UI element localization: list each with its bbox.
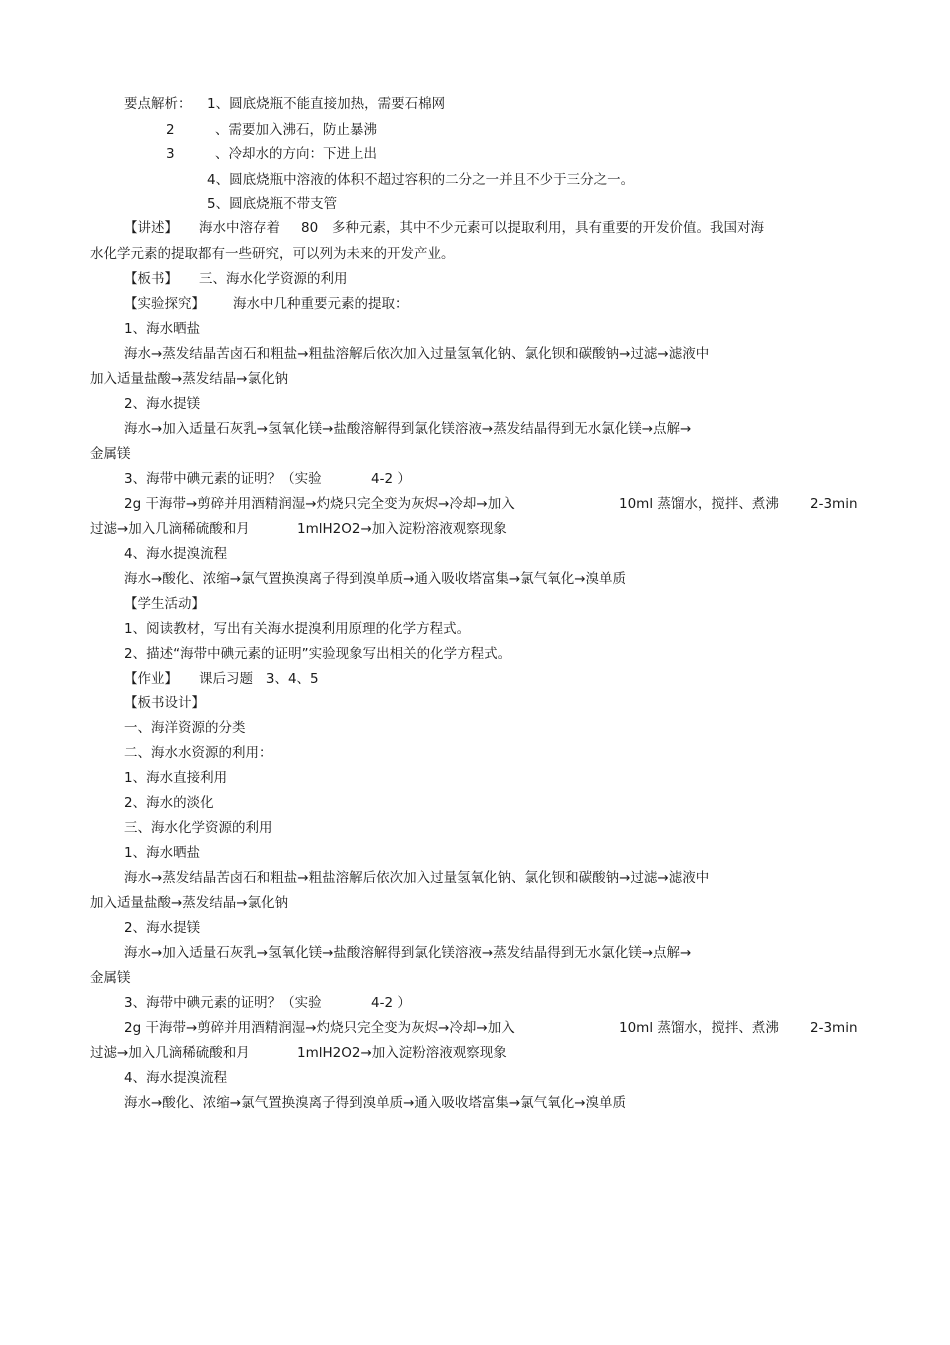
point-5: 5、圆底烧瓶不带支管 <box>207 196 338 212</box>
section-3-line-1c: 2-3min <box>810 496 858 512</box>
points-label: 要点解析： <box>124 96 192 112</box>
section-1-line-1: 海水→蒸发结晶苦卤石和粗盐→粗盐溶解后依次加入过量氢氧化钠、氯化钡和碳酸钠→过滤→滤液中 <box>124 346 710 362</box>
point-2-text: 、需要加入沸石，防止暴沸 <box>215 122 377 138</box>
repeat-section-1-title: 1、海水晒盐 <box>124 845 201 861</box>
section-3-line-1a: 2g 干海带→剪碎并用酒精润湿→灼烧只完全变为灰烬→冷却→加入 <box>124 496 515 512</box>
section-4-title: 4、海水提溴流程 <box>124 546 228 562</box>
repeat-section-1-line-2: 加入适量盐酸→蒸发结晶→氯化钠 <box>90 895 289 911</box>
lecture-text-a: 海水中溶存着 <box>199 220 280 236</box>
repeat-section-4-line-1: 海水→酸化、浓缩→氯气置换溴离子得到溴单质→通入吸收塔富集→氯气氧化→溴单质 <box>124 1095 627 1111</box>
activity-2: 2、描述“海带中碘元素的证明”实验现象写出相关的化学方程式。 <box>124 646 512 662</box>
point-2-number: 2 <box>166 122 175 138</box>
design-item-4: 2、海水的淡化 <box>124 795 214 811</box>
section-2-line-1: 海水→加入适量石灰乳→氢氧化镁→盐酸溶解得到氯化镁溶液→蒸发结晶得到无水氯化镁→点解→ <box>124 421 692 437</box>
design-tag: 【板书设计】 <box>124 695 205 711</box>
activity-1: 1、阅读教材，写出有关海水提溴利用原理的化学方程式。 <box>124 621 471 637</box>
section-3-line-2b: 1mlH2O2→加入淀粉溶液观察现象 <box>297 521 507 537</box>
repeat-section-3-line-1b: 10ml 蒸馏水，搅拌、煮沸 <box>619 1020 779 1036</box>
repeat-section-3-line-2b: 1mlH2O2→加入淀粉溶液观察现象 <box>297 1045 507 1061</box>
lecture-tag: 【讲述】 <box>124 220 178 236</box>
point-4: 4、圆底烧瓶中溶液的体积不超过容积的二分之一并且不少于三分之一。 <box>207 172 635 188</box>
lecture-text-c: 水化学元素的提取都有一些研究，可以列为未来的开发产业。 <box>90 246 455 262</box>
point-3-number: 3 <box>166 146 175 162</box>
board-text: 三、海水化学资源的利用 <box>199 271 348 287</box>
design-item-1: 一、海洋资源的分类 <box>124 720 246 736</box>
board-tag: 【板书】 <box>124 271 178 287</box>
section-2-title: 2、海水提镁 <box>124 396 201 412</box>
lecture-text-b: 多种元素，其中不少元素可以提取利用，具有重要的开发价值。我国对海 <box>332 220 764 236</box>
design-item-5: 三、海水化学资源的利用 <box>124 820 273 836</box>
repeat-section-2-line-1: 海水→加入适量石灰乳→氢氧化镁→盐酸溶解得到氯化镁溶液→蒸发结晶得到无水氯化镁→点解→ <box>124 945 692 961</box>
activity-tag: 【学生活动】 <box>124 596 205 612</box>
experiment-text: 海水中几种重要元素的提取： <box>233 296 409 312</box>
repeat-section-3-line-1c: 2-3min <box>810 1020 858 1036</box>
experiment-tag: 【实验探究】 <box>124 296 205 312</box>
repeat-section-3-title: 3、海带中碘元素的证明？（实验 <box>124 995 322 1011</box>
homework-text: 课后习题 3、4、5 <box>199 671 319 687</box>
repeat-section-3-line-1a: 2g 干海带→剪碎并用酒精润湿→灼烧只完全变为灰烬→冷却→加入 <box>124 1020 515 1036</box>
design-item-2: 二、海水水资源的利用： <box>124 745 273 761</box>
repeat-section-2-line-2: 金属镁 <box>90 970 131 986</box>
homework-tag: 【作业】 <box>124 671 178 687</box>
section-3-line-2a: 过滤→加入几滴稀硫酸和月 <box>90 521 250 537</box>
repeat-section-1-line-1: 海水→蒸发结晶苦卤石和粗盐→粗盐溶解后依次加入过量氢氧化钠、氯化钡和碳酸钠→过滤→滤液中 <box>124 870 710 886</box>
section-2-line-2: 金属镁 <box>90 446 131 462</box>
section-1-title: 1、海水晒盐 <box>124 321 201 337</box>
repeat-section-4-title: 4、海水提溴流程 <box>124 1070 228 1086</box>
design-item-3: 1、海水直接利用 <box>124 770 228 786</box>
point-3-text: 、冷却水的方向：下进上出 <box>215 146 377 162</box>
repeat-section-3-line-2a: 过滤→加入几滴稀硫酸和月 <box>90 1045 250 1061</box>
lecture-number: 80 <box>301 220 319 236</box>
repeat-section-2-title: 2、海水提镁 <box>124 920 201 936</box>
section-3-title: 3、海带中碘元素的证明？（实验 <box>124 471 322 487</box>
repeat-section-3-ref: 4-2 ） <box>371 995 411 1011</box>
section-3-ref: 4-2 ） <box>371 471 411 487</box>
section-1-line-2: 加入适量盐酸→蒸发结晶→氯化钠 <box>90 371 289 387</box>
point-1: 1、圆底烧瓶不能直接加热，需要石棉网 <box>207 96 446 112</box>
section-4-line-1: 海水→酸化、浓缩→氯气置换溴离子得到溴单质→通入吸收塔富集→氯气氧化→溴单质 <box>124 571 627 587</box>
section-3-line-1b: 10ml 蒸馏水，搅拌、煮沸 <box>619 496 779 512</box>
